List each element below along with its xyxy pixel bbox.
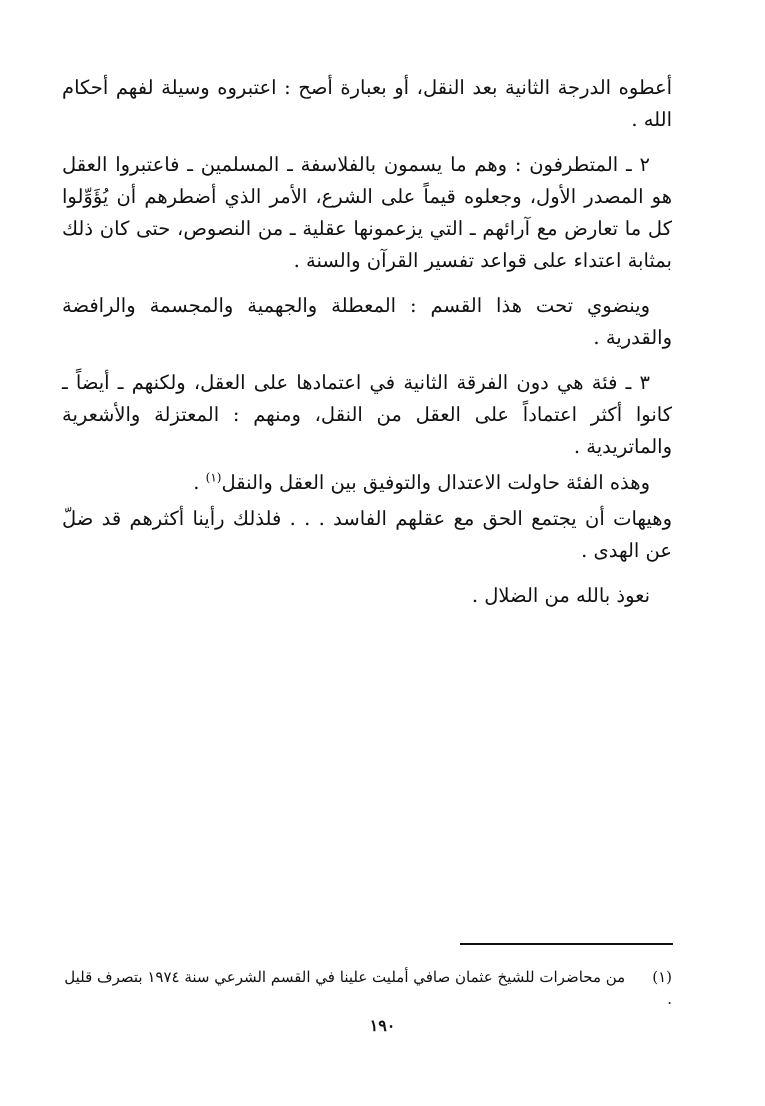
paragraph-closing: نعوذ بالله من الضلال . — [471, 584, 650, 607]
footnote — [62, 966, 672, 1010]
paragraph-third-group: ٣ ـ فئة هي دون الفرقة الثانية في اعتمادها على العقل، ولكنهم ـ أيضاً ـ كانوا أكثر اعتماداً على العقل من النقل، ومنهم : المعتزلة والأشعرية والماتريدية . — [62, 371, 672, 458]
moderation-text: وهذه الفئة حاولت الاعتدال والتوفيق بين العقل والنقل — [221, 471, 650, 494]
footnote-separator — [460, 943, 673, 945]
paragraph-moderation: وهذه الفئة حاولت الاعتدال والتوفيق بين العقل والنقل$^{(١)}$ . — [193, 470, 650, 494]
main-text — [62, 72, 672, 612]
paragraph-subgroups: وينضوي تحت هذا القسم : المعطلة والجهمية والمجسمة والرافضة والقدرية . — [62, 294, 672, 349]
footnote-text: من محاضرات للشيخ عثمان صافي أمليت علينا في القسم الشرعي سنة ١٩٧٤ بتصرف قليل . — [64, 968, 672, 1008]
paragraph-extremists: ٢ ـ المتطرفون : وهم ما يسمون بالفلاسفة ـ المسلمين ـ فاعتبروا العقل هو المصدر الأول، وجعلوه قيماً على الشرع، الأمر الذي أضطرهم أن يُؤَوِّلوا كل ما تعارض مع آرائهم ـ التي يزعمونها عقلية ـ من النصوص، حتى كان ذلك بمثابة اعتداء على قواعد تفسير القرآن والسنة . — [62, 153, 672, 272]
footnote-number: (١) — [652, 968, 672, 986]
page-number: ١٩٠ — [369, 1016, 396, 1035]
paragraph-continuation: أعطوه الدرجة الثانية بعد النقل، أو بعبارة أصح : اعتبروه وسيلة لفهم أحكام الله . — [62, 76, 672, 131]
footnote-reference[interactable]: (١) — [205, 470, 222, 485]
paragraph-impossibility: وهيهات أن يجتمع الحق مع عقلهم الفاسد . . . فلذلك رأينا أكثرهم قد ضلّ عن الهدى . — [62, 507, 672, 562]
